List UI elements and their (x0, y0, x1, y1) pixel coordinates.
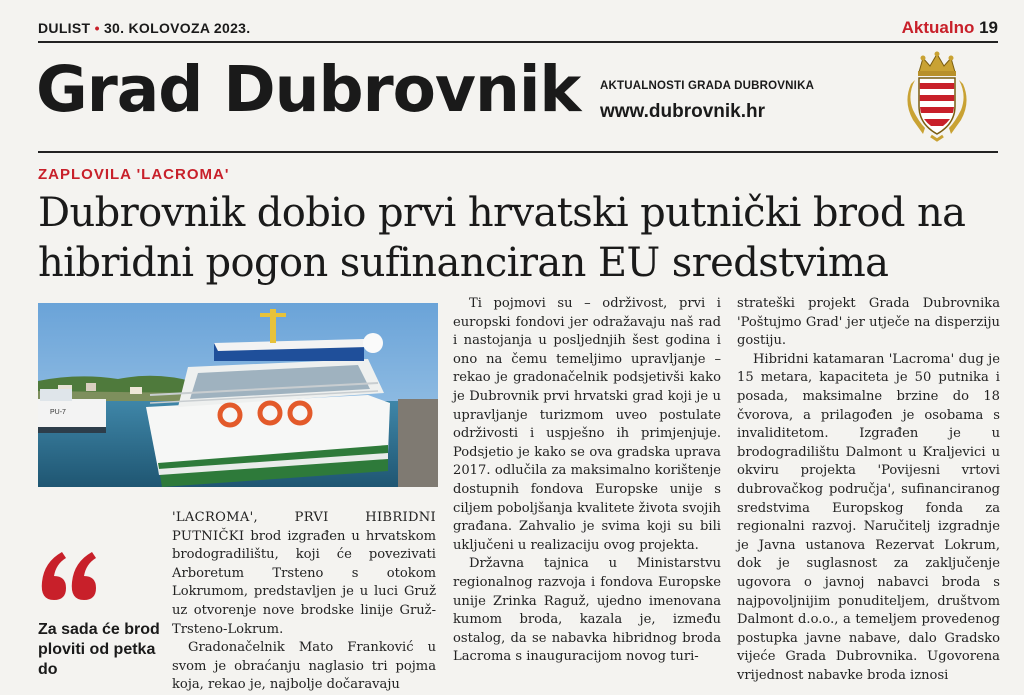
issue-date: 30. KOLOVOZA 2023. (103, 20, 251, 36)
article-column-3 (737, 295, 1000, 685)
paragraph-text: brod izgrađen u hrvatskom brodogradilištu, koji će povezivati Arboretum Trsteno s otokom Lokrumom, predstavljen je u luci Gruž uz otvorenje nove brodske linije Gruž-Trsteno-Lokrum. (172, 528, 436, 637)
publication-name: DULIST (38, 20, 91, 36)
quote-mark-icon (38, 548, 98, 604)
coat-of-arms-icon (905, 50, 969, 142)
lead-in: 'LACROMA', PRVI HIBRIDNI PUTNIČKI (172, 510, 436, 544)
article-column-2 (453, 295, 721, 667)
paragraph: strateški projekt Grada Dubrovnika 'Poštujmo Grad' jer utječe na disperziju gostiju. (737, 296, 1000, 349)
masthead-divider (38, 151, 998, 153)
section-label: Aktualno (901, 18, 975, 37)
paragraph (172, 509, 436, 639)
boat-photo (38, 303, 438, 487)
website-link[interactable]: www.dubrovnik.hr (600, 101, 766, 122)
pull-quote: Za sada će brod ploviti od petka do (38, 621, 160, 678)
article-headline: Dubrovnik dobio prvi hrvatski putnički brod na hibridni pogon sufinanciran EU sredstvima (38, 190, 966, 286)
section-header (902, 18, 998, 38)
tagline: AKTUALNOSTI GRADA DUBROVNIKA (600, 80, 815, 92)
hull-number: PU-7 (50, 409, 66, 416)
paragraph: Državna tajnica u Ministarstvu regionalnog razvoja i fondova Europske unije Zrinka Raguž, ujedno imenovana kumom broda, kazala je, između ostalog, da se nabavka hibridnog broda Lacroma s inauguracijom novog turi- (453, 556, 721, 665)
top-bar (38, 18, 998, 40)
paragraph: Hibridni katamaran 'Lacroma' dug je 15 metara, kapaciteta je 50 putnika i posada, maksimalne brzine do 18 čvorova, a prilagođen je osobama s invaliditetom. Izgrađen je u brodogradilištu Dalmont u Kraljevici u okviru projekta 'Povijesni vrtovi dubrovačkog područja', sufinanciranog sredstvima Europskog fonda za regionalni razvoj. Naručitelj izgradnje je Javna ustanova Rezervat Lokrum, dok je suglasnost za zaključenje ugovora o javnoj nabavci broda s najpovoljnijim ponuditeljem, društvom Dalmont d.o.o., a temeljem provedenog postupka javne nabave, dalo Gradsko vijeće Grada Dubrovnika. Ugovorena vrijednost nabavke broda iznosi (737, 351, 1000, 683)
paragraph: Gradonačelnik Mato Franković u svom je obraćanju naglasio tri pojma koja, rekao je, najbolje dočaravaju (172, 640, 436, 693)
top-divider (38, 41, 998, 43)
article-column-1 (172, 509, 436, 695)
city-title: Grad Dubrovnik (36, 53, 581, 126)
separator-dot: • (94, 20, 104, 36)
publication-dateline (38, 20, 250, 36)
paragraph: Ti pojmovi su – održivost, prvi i europski fondovi jer odražavaju naš rad i nastojanja u posljednjih šest godina i ono na čemu temeljimo upravljanje – rekao je gradonačelnik podsjetivši kako je Dubrovnik prvi hrvatski grad koji je u upravljanje turizmom uveo postulate održivosti i uspješno ih primjenjuje. Podsjetio je kako se ova gradska uprava 2017. odlučila za maksimalno korištenje dostupnih fondova Europske unije s ciljem poboljšanja kvalitete života svojih građana. Zahvalio je svima koji su bili uključeni u realizaciju ovog projekta. (453, 296, 721, 553)
page-number: 19 (979, 18, 998, 37)
article-kicker: ZAPLOVILA 'LACROMA' (38, 166, 230, 183)
